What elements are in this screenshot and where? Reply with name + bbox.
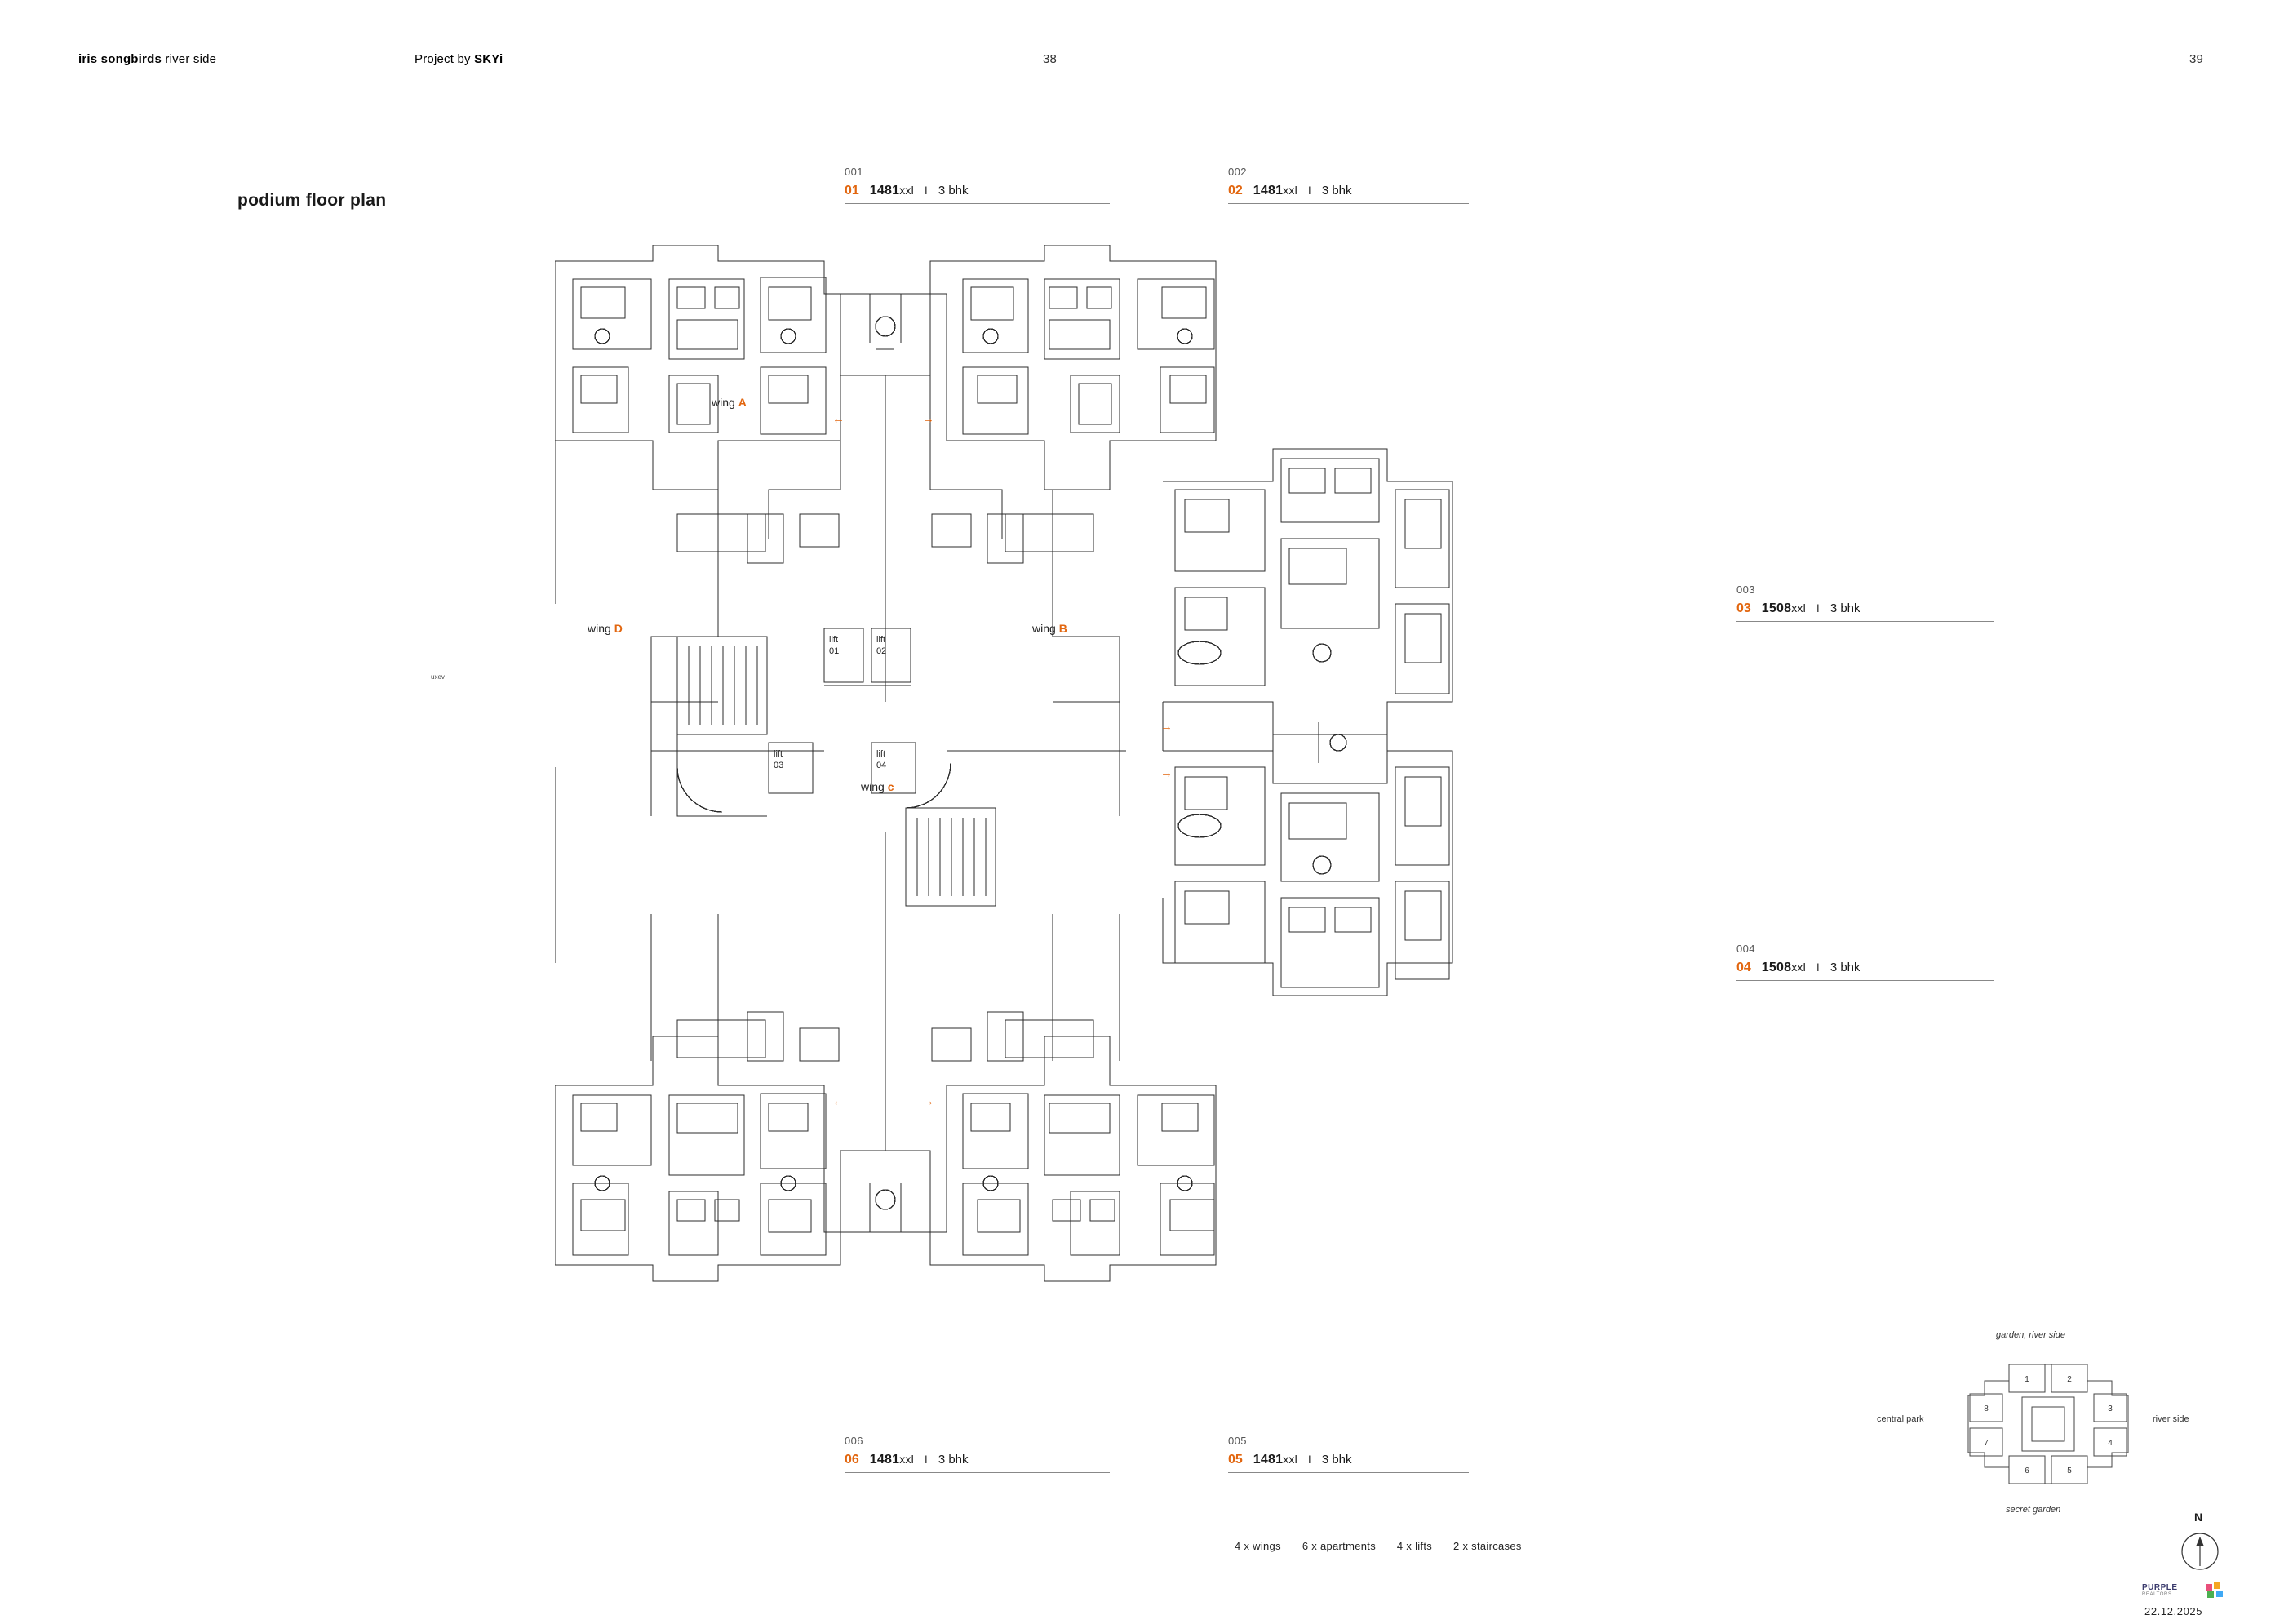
svg-text:4: 4 xyxy=(2108,1439,2113,1448)
project-prefix: Project by xyxy=(415,52,475,66)
logo-subtitle: REALTORS xyxy=(2142,1592,2172,1597)
north-arrow xyxy=(2171,1511,2229,1579)
note-staircases: 2 x staircases xyxy=(1453,1540,1522,1552)
unit-code: 003 xyxy=(1736,583,1755,596)
lift-label-02 xyxy=(876,635,886,658)
unit-summary xyxy=(1228,184,1469,198)
svg-text:2: 2 xyxy=(2067,1375,2072,1384)
unit-area-value: 1508 xyxy=(1761,961,1792,974)
summary-note xyxy=(1235,1540,1540,1552)
unit-callout-001 xyxy=(845,166,1110,204)
entry-arrow-left-top: ← xyxy=(832,412,845,426)
unit-area-value: 1481 xyxy=(1253,184,1284,197)
unit-code: 006 xyxy=(845,1435,863,1447)
page-number-left: 38 xyxy=(1043,52,1058,66)
unit-number: 03 xyxy=(1736,601,1751,615)
unit-area-suffix: xxl xyxy=(1791,961,1806,974)
logo-mark-icon xyxy=(2204,1582,2230,1600)
entry-arrow-right-bottom: → xyxy=(922,1094,934,1108)
unit-number: 04 xyxy=(1736,961,1751,974)
unit-area xyxy=(870,184,914,198)
wing-letter: D xyxy=(614,622,623,635)
unit-area xyxy=(1253,1453,1297,1467)
unit-rule xyxy=(1736,980,1994,981)
unit-area-value: 1481 xyxy=(869,1453,900,1466)
unit-separator: I xyxy=(1307,184,1311,197)
key-plan-svg xyxy=(1934,1330,2195,1518)
svg-text:1: 1 xyxy=(2025,1375,2029,1384)
revision-date: 22.12.2025 xyxy=(2144,1605,2203,1617)
wing-letter: c xyxy=(887,780,894,793)
lift-word: lift xyxy=(876,635,885,645)
lift-label-03 xyxy=(774,749,783,772)
svg-text:3: 3 xyxy=(2108,1404,2113,1413)
podium-misc-label: uxev xyxy=(431,673,445,681)
unit-area-value: 1481 xyxy=(1253,1453,1284,1466)
unit-bhk: 3 bhk xyxy=(1321,1453,1352,1466)
svg-text:7: 7 xyxy=(1984,1439,1989,1448)
unit-summary xyxy=(845,1453,1110,1467)
unit-area xyxy=(1253,184,1297,198)
key-plan-numbers xyxy=(1984,1375,2113,1475)
wing-label-d xyxy=(588,622,623,635)
project-credit xyxy=(415,52,503,66)
north-label: N xyxy=(2194,1511,2203,1524)
wing-label-b xyxy=(1032,622,1067,635)
unit-callout-005 xyxy=(1228,1435,1469,1473)
unit-bhk: 3 bhk xyxy=(1321,184,1352,197)
publisher-logo xyxy=(2142,1582,2238,1603)
entry-arrow-left-bottom: ← xyxy=(832,1094,845,1108)
unit-code: 001 xyxy=(845,166,863,178)
page-number-right: 39 xyxy=(2189,52,2204,66)
unit-rule xyxy=(845,1472,1110,1473)
lift-number: 01 xyxy=(829,646,840,656)
note-wings: 4 x wings xyxy=(1235,1540,1281,1552)
unit-code: 002 xyxy=(1228,166,1247,178)
key-plan-caption-top: garden, river side xyxy=(1996,1330,2065,1340)
entry-arrow-wingb-lower: → xyxy=(1160,766,1173,780)
project-developer: SKYi xyxy=(474,52,503,66)
floor-plan-svg xyxy=(555,245,1746,1371)
unit-code: 004 xyxy=(1736,943,1755,955)
unit-summary xyxy=(845,184,1110,198)
unit-callout-004 xyxy=(1736,943,1994,981)
unit-rule xyxy=(1228,1472,1469,1473)
unit-rule xyxy=(1228,203,1469,204)
unit-separator: I xyxy=(1307,1453,1311,1466)
brand-name: iris songbirds xyxy=(78,52,162,66)
unit-summary xyxy=(1228,1453,1469,1467)
unit-number: 02 xyxy=(1228,184,1243,197)
unit-area-suffix: xxl xyxy=(1791,601,1806,615)
svg-text:5: 5 xyxy=(2067,1466,2072,1475)
lift-label-04 xyxy=(876,749,886,772)
unit-number: 06 xyxy=(845,1453,859,1466)
unit-area-suffix: xxl xyxy=(1283,184,1297,197)
unit-summary xyxy=(1736,961,1994,975)
compass-icon xyxy=(2171,1514,2229,1579)
unit-area xyxy=(870,1453,914,1467)
unit-bhk: 3 bhk xyxy=(938,184,969,197)
note-apartments: 6 x apartments xyxy=(1302,1540,1376,1552)
wing-label-c xyxy=(861,780,894,793)
svg-text:6: 6 xyxy=(2025,1466,2029,1475)
unit-summary xyxy=(1736,601,1994,616)
unit-callout-002 xyxy=(1228,166,1469,204)
key-plan-caption-left: central park xyxy=(1877,1414,1924,1424)
entry-arrow-right-top: → xyxy=(922,412,934,426)
unit-area xyxy=(1762,961,1806,975)
wing-label-text: wing xyxy=(1032,622,1059,635)
unit-code: 005 xyxy=(1228,1435,1247,1447)
lift-word: lift xyxy=(876,749,885,759)
lift-word: lift xyxy=(774,749,783,759)
unit-number: 05 xyxy=(1228,1453,1243,1466)
key-plan-caption-bottom: secret garden xyxy=(2006,1505,2061,1515)
wing-label-a xyxy=(712,396,747,409)
wing-label-text: wing xyxy=(861,780,888,793)
note-lifts: 4 x lifts xyxy=(1396,1540,1433,1552)
unit-separator: I xyxy=(1816,961,1820,974)
key-plan-caption-right: river side xyxy=(2153,1414,2189,1424)
unit-callout-003 xyxy=(1736,583,1994,622)
wing-letter: A xyxy=(738,396,747,409)
unit-bhk: 3 bhk xyxy=(1829,961,1860,974)
svg-text:8: 8 xyxy=(1984,1404,1989,1413)
unit-separator: I xyxy=(1816,601,1820,615)
wing-label-text: wing xyxy=(588,622,614,635)
unit-callout-006 xyxy=(845,1435,1110,1473)
lift-label-01 xyxy=(829,635,839,658)
unit-rule xyxy=(845,203,1110,204)
unit-area xyxy=(1762,601,1806,616)
entry-arrow-wingb-upper: → xyxy=(1160,720,1173,734)
logo-name: PURPLE xyxy=(2142,1583,2178,1592)
unit-area-suffix: xxl xyxy=(899,1453,914,1466)
unit-area-value: 1508 xyxy=(1761,601,1792,615)
unit-rule xyxy=(1736,621,1994,622)
brand-subtitle: river side xyxy=(162,52,217,66)
unit-area-value: 1481 xyxy=(869,184,900,197)
lift-word: lift xyxy=(829,635,838,645)
unit-separator: I xyxy=(924,184,928,197)
page-title: podium floor plan xyxy=(237,191,387,210)
key-plan xyxy=(1877,1330,2195,1518)
unit-separator: I xyxy=(924,1453,928,1466)
lift-number: 03 xyxy=(774,760,784,770)
unit-number: 01 xyxy=(845,184,859,197)
unit-bhk: 3 bhk xyxy=(938,1453,969,1466)
brand-header xyxy=(78,52,216,66)
unit-bhk: 3 bhk xyxy=(1829,601,1860,615)
unit-area-suffix: xxl xyxy=(1283,1453,1297,1466)
unit-area-suffix: xxl xyxy=(899,184,914,197)
floor-plan-drawing xyxy=(431,245,1746,1371)
lift-number: 02 xyxy=(876,646,887,656)
wing-letter: B xyxy=(1058,622,1067,635)
wing-label-text: wing xyxy=(712,396,738,409)
lift-number: 04 xyxy=(876,760,887,770)
